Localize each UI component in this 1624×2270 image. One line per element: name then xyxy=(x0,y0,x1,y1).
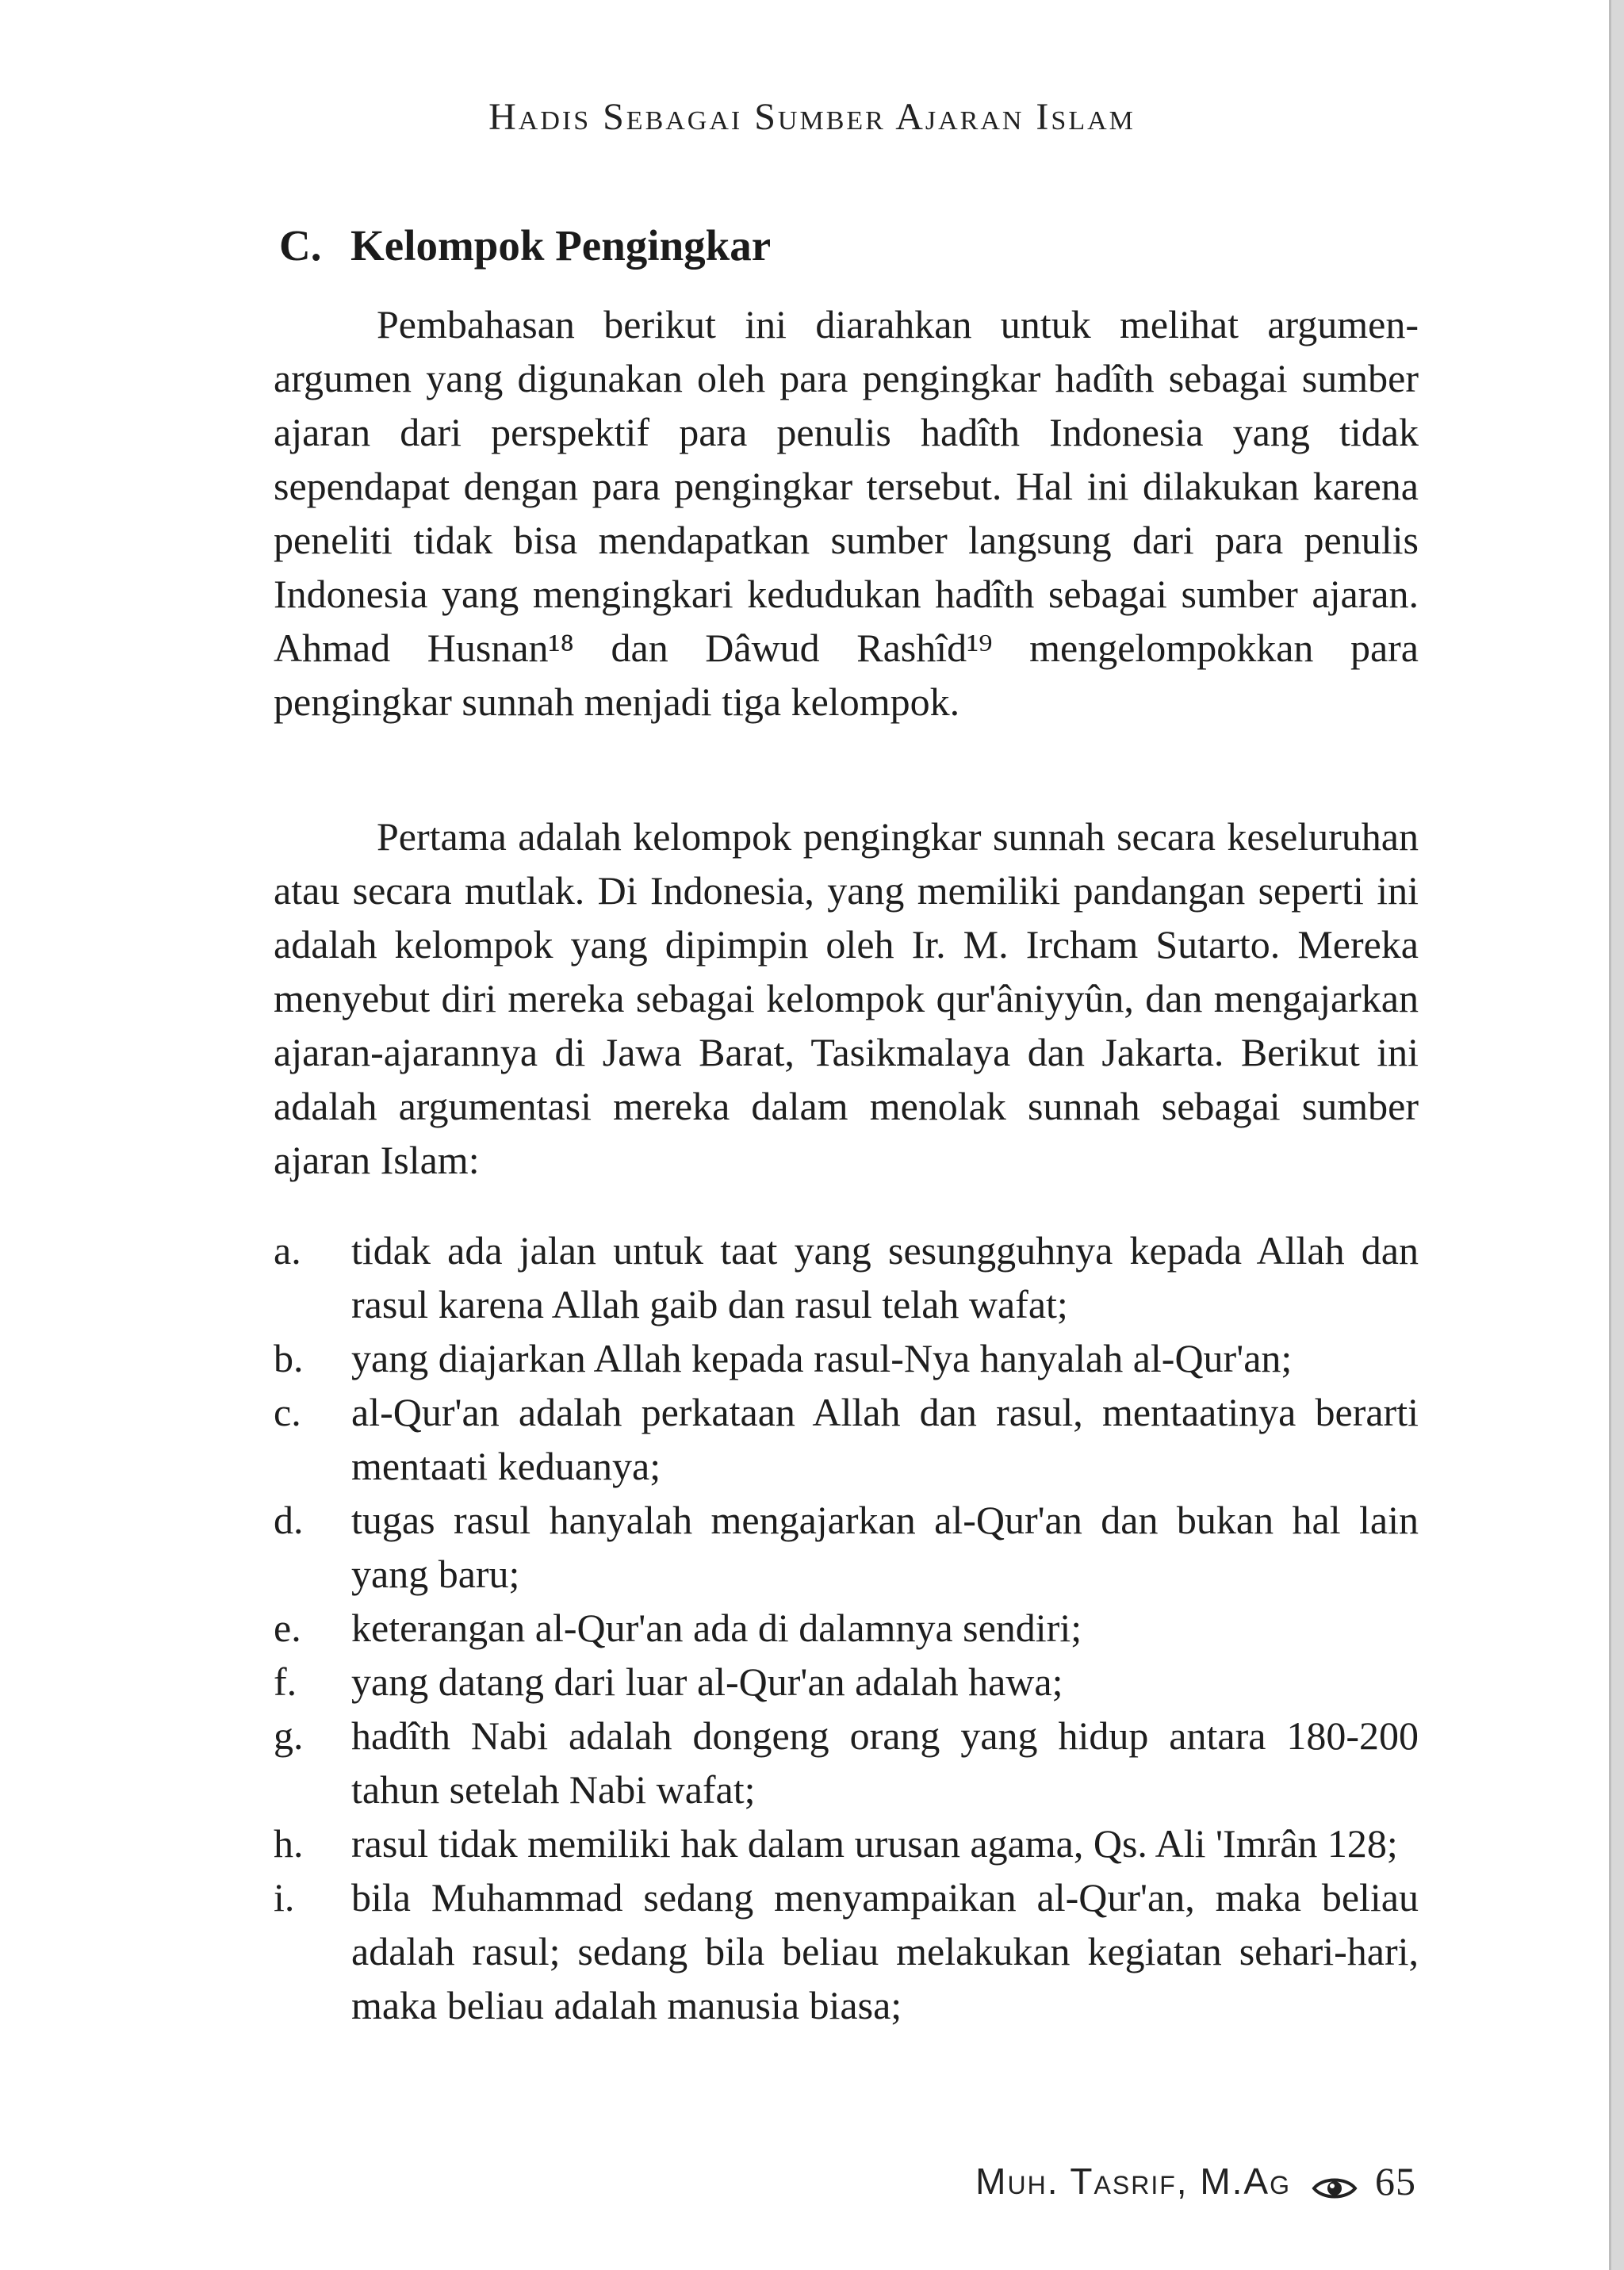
list-item xyxy=(274,1493,1419,1601)
paragraph-1-text: Pembahasan berikut ini diarahkan untuk melihat argumen-argumen yang digunakan oleh para pengingkar hadîth sebagai sumber ajaran dari perspektif para penulis hadîth Indonesia yang tidak sependapat dengan para pengingkar tersebut. Hal ini dilakukan karena peneliti tidak bisa mendapatkan sumber langsung dari para penulis Indonesia yang mengingkari kedudukan hadîth sebagai sumber ajaran. Ahmad Husnan¹⁸ dan Dâwud Rashîd¹⁹ mengelompokkan para pengingkar sunnah menjadi tiga kelompok. xyxy=(274,302,1419,724)
list-item xyxy=(274,1655,1419,1709)
list-item-text: tugas rasul hanyalah mengajarkan al-Qur'an dan bukan hal lain yang baru; xyxy=(351,1498,1419,1596)
list-item-text: tidak ada jalan untuk taat yang sesungguhnya kepada Allah dan rasul karena Allah gaib dan rasul telah wafat; xyxy=(351,1228,1419,1326)
list-marker: c. xyxy=(274,1390,301,1434)
paragraph-2-text: Pertama adalah kelompok pengingkar sunnah secara keseluruhan atau secara mutlak. Di Indonesia, yang memiliki pandangan seperti ini adalah kelompok yang dipimpin oleh Ir. M. Ircham Sutarto. Mereka menyebut diri mereka sebagai kelompok qur'âniyyûn, dan mengajarkan ajaran-ajarannya di Jawa Barat, Tasikmalaya dan Jakarta. Berikut ini adalah argumentasi mereka dalam menolak sunnah sebagai sumber ajaran Islam: xyxy=(274,814,1419,1182)
list-item-text: hadîth Nabi adalah dongeng orang yang hidup antara 180-200 tahun setelah Nabi wafat; xyxy=(351,1713,1419,1812)
list-item xyxy=(274,1331,1419,1385)
list-marker: f. xyxy=(274,1659,297,1704)
running-head: Hadis Sebagai Sumber Ajaran Islam xyxy=(488,96,1136,138)
list-item xyxy=(274,1601,1419,1655)
list-item-text: al-Qur'an adalah perkataan Allah dan rasul, mentaatinya berarti mentaati keduanya; xyxy=(351,1390,1419,1488)
list-item xyxy=(274,1385,1419,1493)
eye-ornament-icon xyxy=(1312,2168,1358,2195)
list-item-text: yang datang dari luar al-Qur'an adalah hawa; xyxy=(351,1659,1063,1704)
list-marker: g. xyxy=(274,1713,304,1758)
footer-author: Muh. Tasrif, M.Ag xyxy=(975,2161,1291,2202)
list-item xyxy=(274,1223,1419,1331)
paragraph-1 xyxy=(274,297,1419,729)
page-edge-shadow xyxy=(1609,0,1624,2270)
list-marker: i. xyxy=(274,1875,295,1920)
list-item-text: keterangan al-Qur'an ada di dalamnya sendiri; xyxy=(351,1606,1082,1650)
paragraph-2 xyxy=(274,810,1419,1187)
list-marker: d. xyxy=(274,1498,304,1542)
section-title: Kelompok Pengingkar xyxy=(350,221,772,270)
list-item-text: yang diajarkan Allah kepada rasul-Nya hanyalah al-Qur'an; xyxy=(351,1336,1293,1380)
list-item xyxy=(274,1816,1419,1870)
list-marker: e. xyxy=(274,1606,301,1650)
list-marker: b. xyxy=(274,1336,304,1380)
list-marker: h. xyxy=(274,1821,304,1866)
list-item xyxy=(274,1870,1419,2032)
list-marker: a. xyxy=(274,1228,301,1273)
page-number: 65 xyxy=(1375,2159,1416,2203)
argument-list xyxy=(274,1223,1419,2032)
list-item-text: bila Muhammad sedang menyampaikan al-Qur'an, maka beliau adalah rasul; sedang bila beliau melakukan kegiatan sehari-hari, maka beliau adalah manusia biasa; xyxy=(351,1875,1419,2027)
list-item-text: rasul tidak memiliki hak dalam urusan agama, Qs. Ali 'Imrân 128; xyxy=(351,1821,1398,1866)
section-heading xyxy=(279,220,771,270)
section-letter: C. xyxy=(279,221,322,270)
list-item xyxy=(274,1709,1419,1816)
page-footer xyxy=(975,2158,1416,2204)
